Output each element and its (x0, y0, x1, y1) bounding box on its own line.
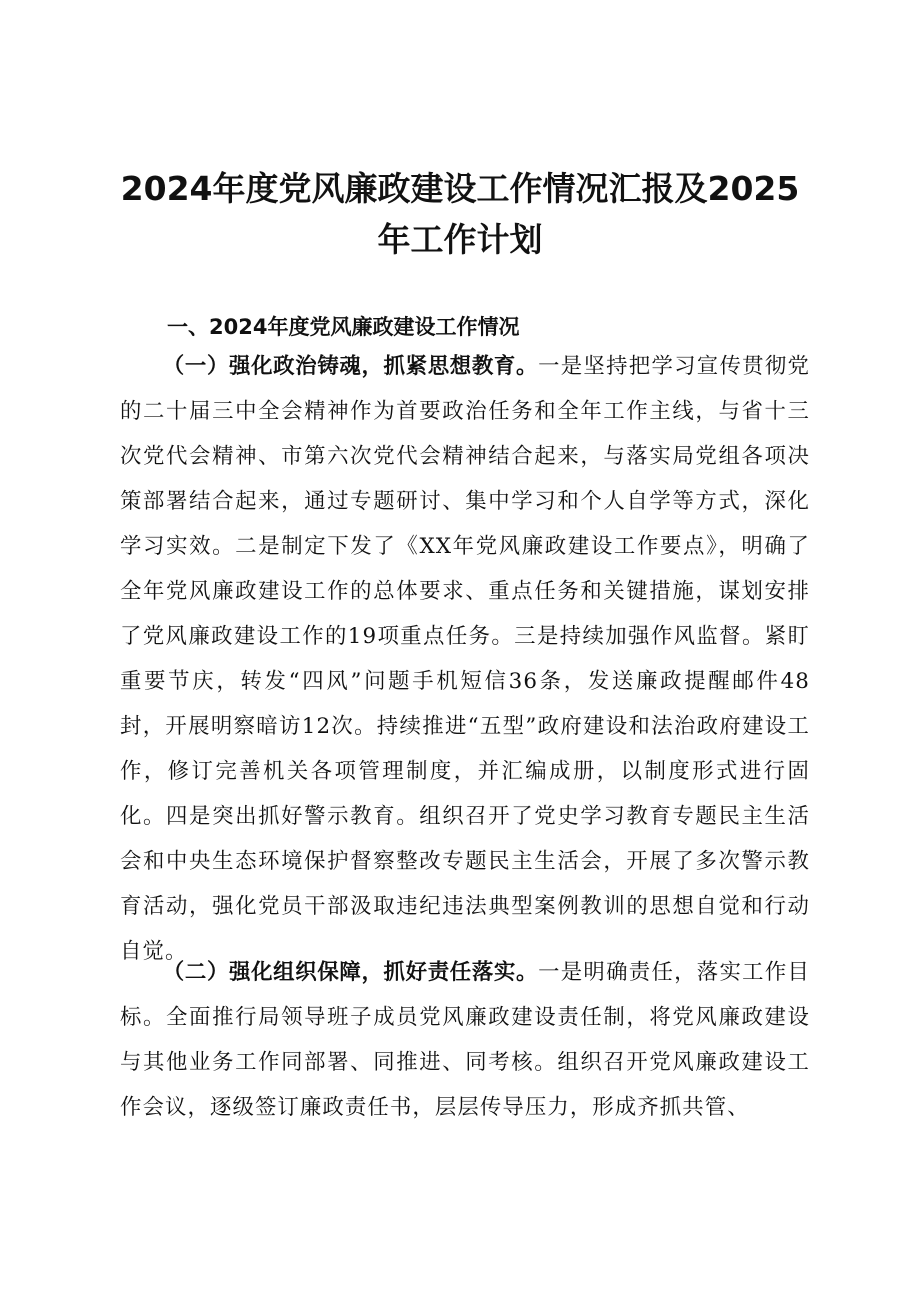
document-title (100, 163, 820, 265)
paragraph-1-lead: （一）强化政治铸魂，抓紧思想教育。 (162, 354, 539, 379)
paragraph-2 (120, 950, 810, 1130)
paragraph-1 (120, 344, 810, 974)
section-1-heading: 一、2024年度党风廉政建设工作情况 (167, 315, 520, 339)
title-line-2: 年工作计划 (377, 220, 543, 259)
title-line-1: 2024年度党风廉政建设工作情况汇报及2025 (120, 169, 800, 208)
paragraph-2-lead: （二）强化组织保障，抓好责任落实。 (162, 960, 539, 985)
paragraph-2-body: 一是明确责任，落实工作目标。全面推行局领导班子成员党风廉政建设责任制，将党风廉政建设与其他业务工作同部署、同推进、同考核。组织召开党风廉政建设工作会议，逐级签订廉政责任书，层层传导压力，形成齐抓共管、 (120, 960, 810, 1120)
paragraph-1-body: 一是坚持把学习宣传贯彻党的二十届三中全会精神作为首要政治任务和全年工作主线，与省十三次党代会精神、市第六次党代会精神结合起来，与落实局党组各项决策部署结合起来，通过专题研讨、集中学习和个人自学等方式，深化学习实效。二是制定下发了《XX年党风廉政建设工作要点》，明确了全年党风廉政建设工作的总体要求、重点任务和关键措施，谋划安排了党风廉政建设工作的19项重点任务。三是持续加强作风监督。紧盯重要节庆，转发“四风”问题手机短信36条，发送廉政提醒邮件48封，开展明察暗访12次。持续推进“五型”政府建设和法治政府建设工作，修订完善机关各项管理制度，并汇编成册，以制度形式进行固化。四是突出抓好警示教育。组织召开了党史学习教育专题民主生活会和中央生态环境保护督察整改专题民主生活会，开展了多次警示教育活动，强化党员干部汲取违纪违法典型案例教训的思想自觉和行动自觉。 (120, 354, 810, 964)
